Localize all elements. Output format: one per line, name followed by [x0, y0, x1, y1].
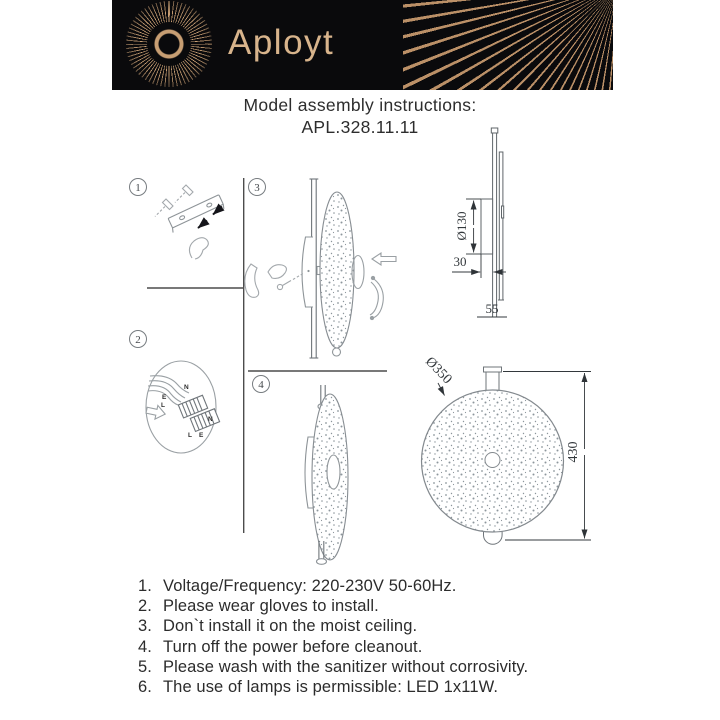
list-item [130, 657, 610, 677]
list-item-text: Please wash with the sanitizer without corrosivity. [163, 657, 529, 676]
step-2-number: 2 [135, 334, 141, 346]
driver-housing [302, 237, 313, 307]
title-line2: APL.328.11.11 [301, 116, 419, 137]
step-3-mount-diagram [245, 179, 396, 358]
clip-part [189, 238, 208, 259]
list-item-text: The use of lamps is permissible: LED 1x11W. [163, 678, 499, 697]
side-view-dimension-drawing [452, 128, 507, 317]
list-item-number: 3. [138, 617, 152, 636]
list-item-text: Don`t install it on the moist ceiling. [163, 617, 418, 636]
push-arrow-icon [372, 253, 396, 265]
brand-wordmark: Aployt [228, 23, 335, 62]
list-item-text: Voltage/Frequency: 220-230V 50-60Hz. [163, 577, 457, 595]
list-item-number: 5. [138, 657, 152, 676]
step-1-bracket-diagram [155, 185, 225, 259]
lock-clip-part [370, 276, 383, 319]
list-item-number: 1. [138, 577, 152, 595]
title-line1: Model assembly instructions: [243, 95, 477, 115]
dim-430: 430 [566, 441, 581, 463]
wire-label-n: N [208, 416, 213, 423]
list-item [130, 677, 610, 697]
front-view-dimension-drawing [422, 354, 592, 544]
step-4-assembled-diagram [305, 385, 348, 564]
wire-label-e: E [199, 432, 204, 439]
wire-label-l: L [161, 402, 165, 409]
list-item-number: 2. [138, 597, 152, 616]
dim-diameter-130: Ø130 [454, 211, 469, 241]
sunburst-logo-core [147, 22, 191, 66]
list-item-number: 4. [138, 637, 152, 656]
step-4-number: 4 [258, 379, 264, 391]
terminal-block [178, 393, 219, 434]
loose-parts [245, 264, 303, 297]
wire-label-n: N [184, 384, 189, 391]
lamp-disc-side [320, 192, 354, 348]
dim-55: 55 [485, 301, 499, 316]
wire-label-l: L [188, 432, 192, 439]
list-item [130, 576, 610, 596]
list-item-number: 6. [138, 678, 152, 697]
insert-arrow-icon [198, 221, 207, 229]
list-item [130, 596, 610, 616]
dim-30: 30 [453, 254, 467, 269]
dim-diameter-350: Ø350 [422, 354, 455, 388]
wire-label-e: E [162, 394, 167, 401]
step-2-wiring-diagram [145, 361, 219, 453]
list-item-text: Please wear gloves to install. [163, 597, 379, 616]
list-item [130, 616, 610, 636]
list-item-text: Turn off the power before cleanout. [163, 637, 423, 656]
step-1-number: 1 [135, 182, 141, 194]
list-item [130, 637, 610, 657]
instruction-list [130, 576, 610, 697]
step-3-number: 3 [254, 182, 260, 194]
wires [148, 376, 189, 405]
